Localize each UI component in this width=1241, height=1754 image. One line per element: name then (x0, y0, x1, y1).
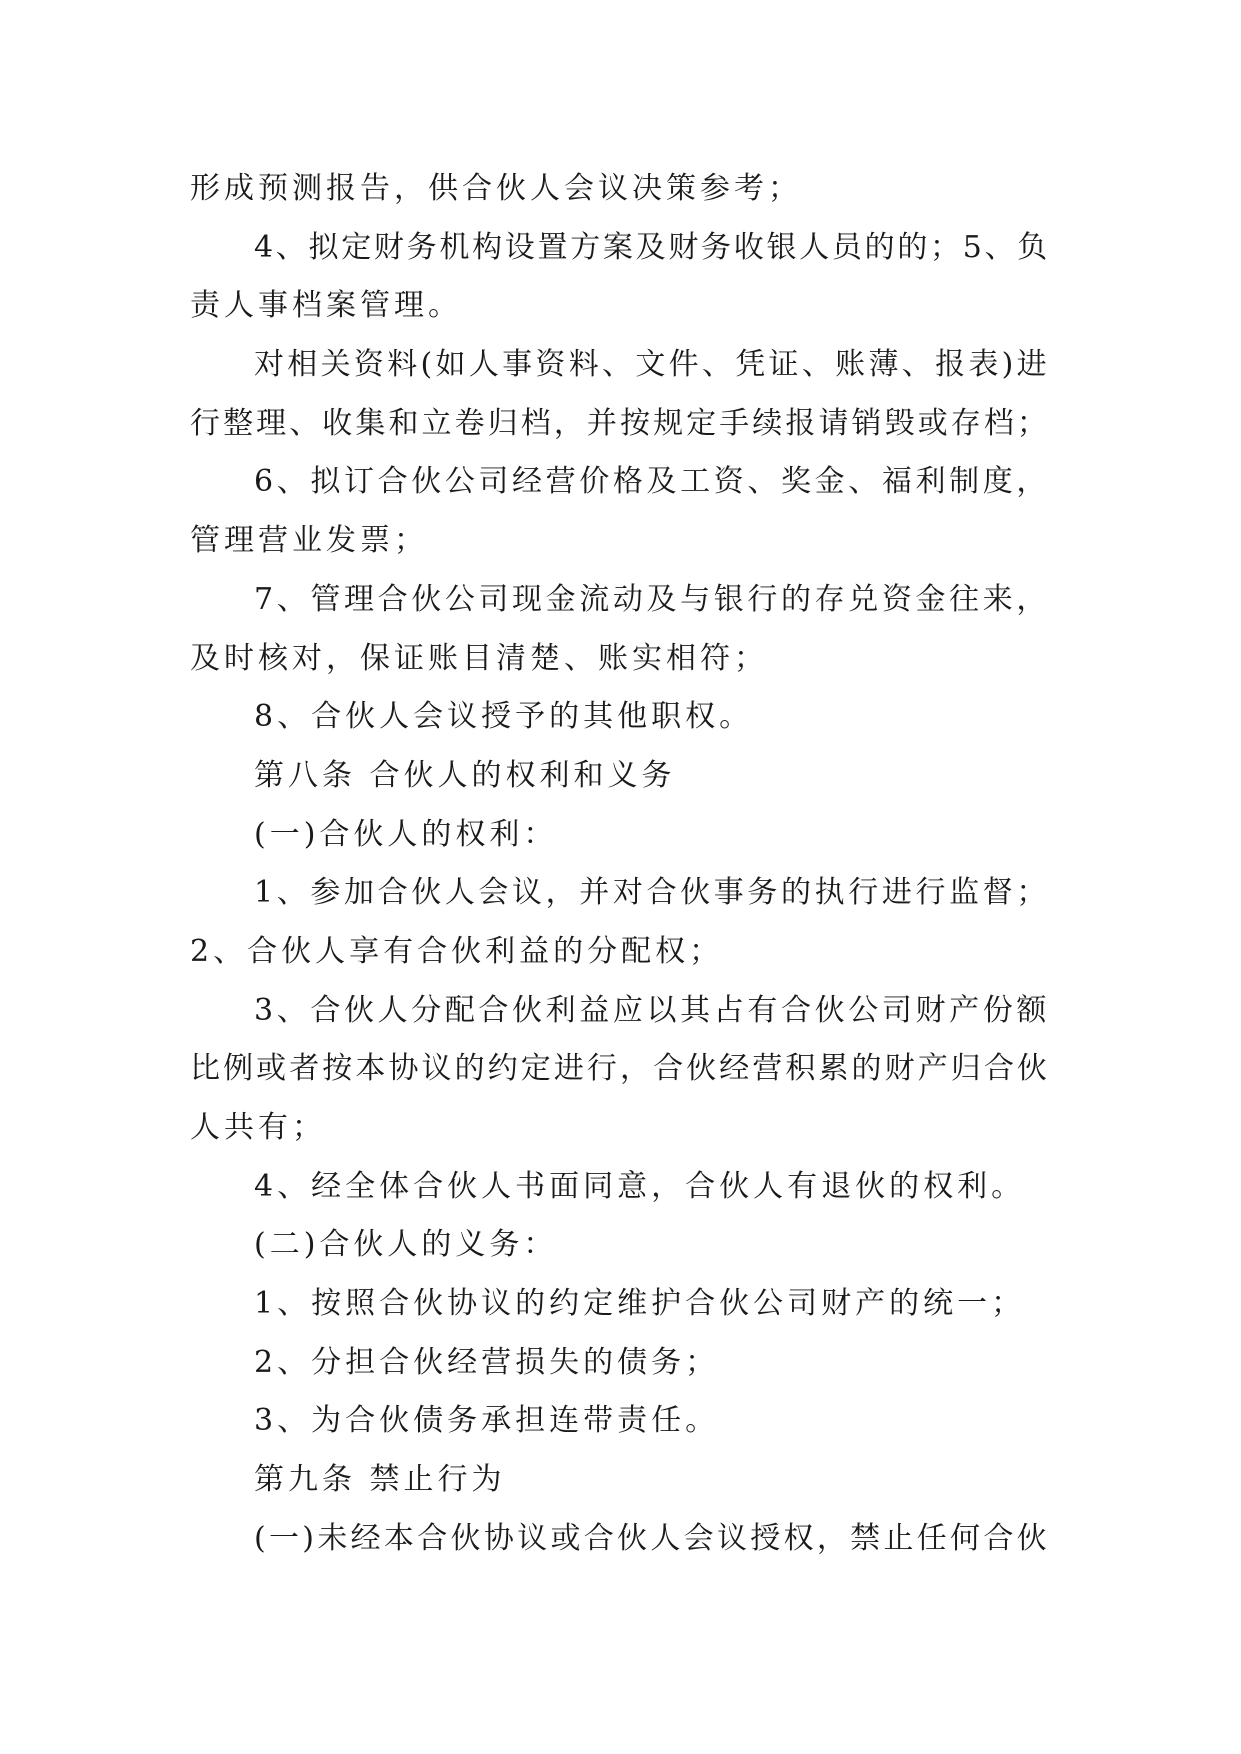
text-line-14: 2、合伙人享有合伙利益的分配权； (190, 933, 724, 969)
text-line-1: 形成预测报告，供合伙人会议决策参考； (190, 171, 802, 206)
text-line-24: (一)未经本合伙协议或合伙人会议授权，禁止任何合伙 (254, 1520, 1050, 1556)
text-line-21: 2、分担合伙经营损失的债务； (254, 1344, 720, 1380)
text-line-5: 行整理、收集和立卷归档，并按规定手续报请销毁或存档； (190, 405, 1050, 441)
text-line-18: 4、经全体合伙人书面同意，合伙人有退伙的权利。 (254, 1168, 1026, 1204)
text-line-4: 对相关资料(如人事资料、文件、凭证、账薄、报表)进 (254, 347, 1050, 383)
text-line-9: 及时核对，保证账目清楚、账实相符； (190, 640, 768, 676)
text-line-8: 7、管理合伙公司现金流动及与银行的存兑资金往来， (254, 581, 1050, 617)
text-line-22: 3、为合伙债务承担连带责任。 (254, 1403, 720, 1439)
text-line-15: 3、合伙人分配合伙利益应以其占有合伙公司财产份额 (254, 992, 1050, 1028)
text-line-10: 8、合伙人会议授予的其他职权。 (254, 699, 754, 735)
document-body (190, 160, 1050, 1569)
text-line-3: 责人事档案管理。 (190, 288, 462, 324)
article-9-heading: 第九条 禁止行为 (254, 1462, 506, 1498)
text-line-20: 1、按照合伙协议的约定维护合伙公司财产的统一； (254, 1286, 1026, 1322)
text-line-17: 人共有； (190, 1110, 326, 1145)
text-line-2: 4、拟定财务机构设置方案及财务收银人员的的；5、负 (254, 229, 1050, 265)
section-obligations-heading: (二)合伙人的义务： (254, 1227, 558, 1263)
section-rights-heading: (一)合伙人的权利： (254, 816, 558, 852)
text-line-7: 管理营业发票； (190, 523, 428, 559)
text-line-6: 6、拟订合伙公司经营价格及工资、奖金、福利制度， (254, 464, 1050, 500)
text-line-13: 1、参加合伙人会议，并对合伙事务的执行进行监督； (254, 875, 1050, 911)
text-line-16: 比例或者按本协议的约定进行，合伙经营积累的财产归合伙 (190, 1051, 1050, 1087)
article-8-heading: 第八条 合伙人的权利和义务 (254, 757, 676, 793)
